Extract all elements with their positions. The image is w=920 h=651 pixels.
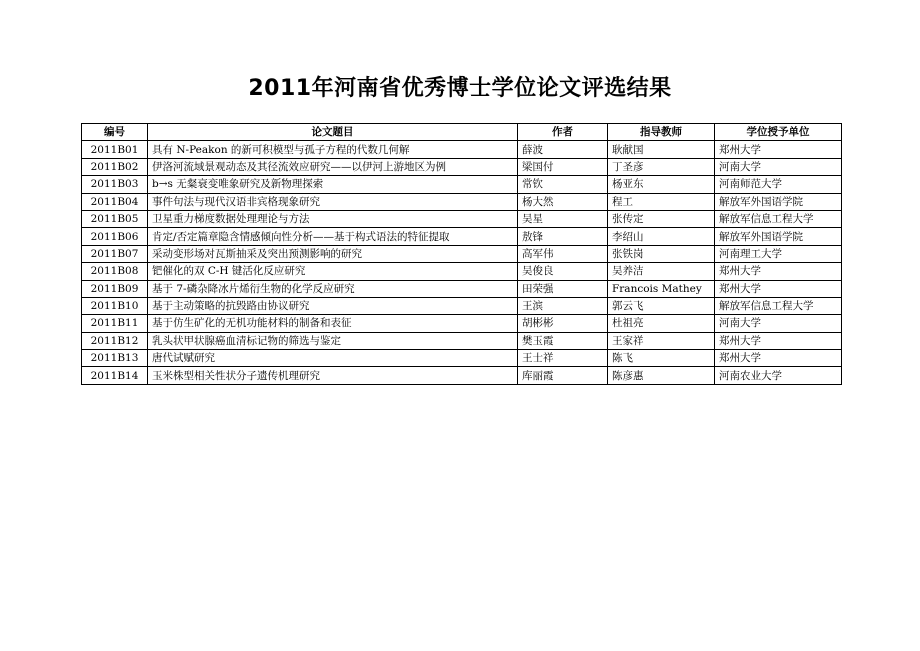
table-row xyxy=(82,332,842,349)
cell-title: 唐代试赋研究 xyxy=(148,350,518,367)
cell-author: 常钦 xyxy=(518,176,608,193)
cell-advisor: 王家祥 xyxy=(608,332,715,349)
cell-title: 乳头状甲状腺癌血清标记物的筛选与鉴定 xyxy=(148,332,518,349)
cell-title: 具有 N-Peakon 的新可积模型与孤子方程的代数几何解 xyxy=(148,141,518,158)
cell-advisor: 张传定 xyxy=(608,210,715,227)
table-row xyxy=(82,210,842,227)
cell-id: 2011B11 xyxy=(82,315,148,332)
cell-title: 采动变形场对瓦斯抽采及突出预测影响的研究 xyxy=(148,245,518,262)
cell-id: 2011B08 xyxy=(82,263,148,280)
cell-advisor: 丁圣彦 xyxy=(608,158,715,175)
cell-advisor: 吴养洁 xyxy=(608,263,715,280)
cell-advisor: 陈彦惠 xyxy=(608,367,715,384)
cell-id: 2011B04 xyxy=(82,193,148,210)
cell-advisor: Francois Mathey xyxy=(608,280,715,297)
cell-id: 2011B06 xyxy=(82,228,148,245)
cell-advisor: 杨亚东 xyxy=(608,176,715,193)
cell-unit: 河南师范大学 xyxy=(715,176,842,193)
cell-id: 2011B13 xyxy=(82,350,148,367)
cell-id: 2011B14 xyxy=(82,367,148,384)
cell-title: 基于 7-磷杂降冰片烯衍生物的化学反应研究 xyxy=(148,280,518,297)
table-row xyxy=(82,193,842,210)
cell-author: 樊玉霞 xyxy=(518,332,608,349)
table-header-row xyxy=(82,124,842,141)
cell-author: 库丽霞 xyxy=(518,367,608,384)
cell-advisor: 李绍山 xyxy=(608,228,715,245)
cell-id: 2011B02 xyxy=(82,158,148,175)
cell-author: 梁国付 xyxy=(518,158,608,175)
cell-id: 2011B12 xyxy=(82,332,148,349)
page-title: 2011年河南省优秀博士学位论文评选结果 xyxy=(248,76,672,101)
cell-id: 2011B10 xyxy=(82,297,148,314)
table-row xyxy=(82,158,842,175)
cell-unit: 河南大学 xyxy=(715,158,842,175)
table-row xyxy=(82,297,842,314)
cell-title: b→s 无粲衰变唯象研究及新物理探索 xyxy=(148,176,518,193)
cell-unit: 解放军外国语学院 xyxy=(715,193,842,210)
cell-id: 2011B03 xyxy=(82,176,148,193)
cell-unit: 郑州大学 xyxy=(715,280,842,297)
table-row xyxy=(82,263,842,280)
cell-title: 肯定/否定篇章隐含情感倾向性分析——基于构式语法的特征提取 xyxy=(148,228,518,245)
cell-id: 2011B05 xyxy=(82,210,148,227)
cell-title: 伊洛河流域景观动态及其径流效应研究——以伊河上游地区为例 xyxy=(148,158,518,175)
cell-title: 卫星重力梯度数据处理理论与方法 xyxy=(148,210,518,227)
cell-title: 基于仿生矿化的无机功能材料的制备和表征 xyxy=(148,315,518,332)
cell-author: 田荣强 xyxy=(518,280,608,297)
cell-author: 敖锋 xyxy=(518,228,608,245)
results-table xyxy=(81,123,842,385)
cell-unit: 郑州大学 xyxy=(715,332,842,349)
cell-author: 吴俊良 xyxy=(518,263,608,280)
cell-title: 基于主动策略的抗毁路由协议研究 xyxy=(148,297,518,314)
cell-unit: 解放军信息工程大学 xyxy=(715,297,842,314)
cell-title: 钯催化的双 C-H 键活化反应研究 xyxy=(148,263,518,280)
header-title: 论文题目 xyxy=(148,124,518,141)
table-row xyxy=(82,141,842,158)
cell-unit: 郑州大学 xyxy=(715,350,842,367)
table-row xyxy=(82,176,842,193)
table-row xyxy=(82,228,842,245)
cell-author: 吴星 xyxy=(518,210,608,227)
cell-advisor: 程工 xyxy=(608,193,715,210)
cell-title: 玉米株型相关性状分子遗传机理研究 xyxy=(148,367,518,384)
table-row xyxy=(82,350,842,367)
cell-advisor: 杜祖亮 xyxy=(608,315,715,332)
header-id: 编号 xyxy=(82,124,148,141)
cell-advisor: 耿献国 xyxy=(608,141,715,158)
cell-advisor: 郭云飞 xyxy=(608,297,715,314)
cell-title: 事件句法与现代汉语非宾格现象研究 xyxy=(148,193,518,210)
cell-id: 2011B07 xyxy=(82,245,148,262)
cell-unit: 河南大学 xyxy=(715,315,842,332)
cell-unit: 河南农业大学 xyxy=(715,367,842,384)
cell-id: 2011B01 xyxy=(82,141,148,158)
cell-author: 杨大然 xyxy=(518,193,608,210)
cell-advisor: 陈飞 xyxy=(608,350,715,367)
cell-unit: 解放军信息工程大学 xyxy=(715,210,842,227)
header-advisor: 指导教师 xyxy=(608,124,715,141)
table-row xyxy=(82,367,842,384)
table-row xyxy=(82,315,842,332)
cell-author: 胡彬彬 xyxy=(518,315,608,332)
cell-unit: 郑州大学 xyxy=(715,141,842,158)
cell-author: 王士祥 xyxy=(518,350,608,367)
cell-unit: 解放军外国语学院 xyxy=(715,228,842,245)
cell-unit: 河南理工大学 xyxy=(715,245,842,262)
cell-author: 薛波 xyxy=(518,141,608,158)
cell-id: 2011B09 xyxy=(82,280,148,297)
cell-author: 高军伟 xyxy=(518,245,608,262)
header-unit: 学位授予单位 xyxy=(715,124,842,141)
cell-unit: 郑州大学 xyxy=(715,263,842,280)
table-row xyxy=(82,245,842,262)
cell-author: 王滨 xyxy=(518,297,608,314)
header-author: 作者 xyxy=(518,124,608,141)
cell-advisor: 张铁岗 xyxy=(608,245,715,262)
table-row xyxy=(82,280,842,297)
